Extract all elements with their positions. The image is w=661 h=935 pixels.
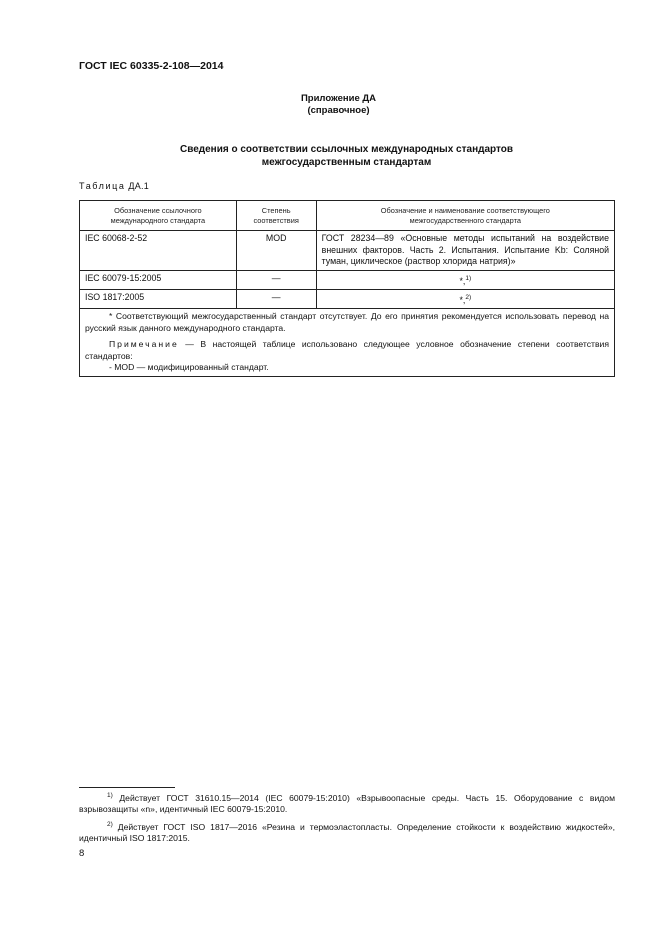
correspondence-table — [79, 200, 615, 377]
star-note: * Соответствующий межгосударственный стандарт отсутствует. До его принятия рекомендуется использовать перевод на русский язык данного международного стандарта. — [85, 311, 609, 333]
footnote-ref[interactable]: 2) — [465, 293, 472, 301]
header-line: Степень — [261, 205, 291, 215]
footnote-mark: 1) — [107, 792, 113, 799]
table-caption — [79, 181, 149, 191]
annex-subtitle: (справочное) — [307, 105, 370, 116]
table-caption-word: Таблица — [79, 181, 126, 191]
cell-national-text: *, — [459, 294, 466, 305]
footnote-ref[interactable]: 1) — [465, 274, 472, 282]
footnote-mark: 2) — [107, 820, 113, 828]
header-line: международного стандарта — [110, 215, 206, 225]
table-row — [80, 289, 615, 308]
note-item: - MOD — модифицированный стандарт. — [109, 362, 269, 373]
table-header-row — [80, 201, 615, 231]
footnote-divider — [79, 787, 175, 788]
footnote-text: Действует ГОСТ ISO 1817—2016 «Резина и термоэластопласты. Определение стойкости к воздействию жидкостей», идентичный ISO 1817:2015. — [79, 821, 615, 844]
cell-national-text: ГОСТ 28234—89 «Основные методы испытаний на воздействие внешних факторов. Часть 2. Испытания. Испытание Kb: Соляной туман, циклическое (раствор хлорида натрия)» — [321, 233, 609, 266]
table-caption-number: ДА.1 — [128, 181, 150, 191]
section-title-line-1: Сведения о соответствии ссылочных международных стандартов — [179, 144, 514, 155]
cell-degree: — — [236, 270, 316, 289]
annex-title: Приложение ДА — [300, 93, 377, 104]
header-international-standard — [80, 201, 237, 231]
cell-national — [316, 231, 614, 271]
note — [85, 339, 609, 362]
header-degree — [236, 201, 316, 231]
table-row — [80, 231, 615, 271]
footnote-text: Действует ГОСТ 31610.15—2014 (IEC 60079-15:2010) «Взрывоопасные среды. Часть 15. Оборудование с видом взрывозащиты «n», идентичный IEC 60079-15:2010. — [79, 792, 615, 815]
table-row — [80, 270, 615, 289]
cell-standard: IEC 60068-2-52 — [80, 231, 237, 271]
annex-heading — [8, 93, 661, 117]
header-line: Обозначение ссылочного — [114, 205, 202, 215]
cell-national — [316, 270, 614, 289]
header-line: соответствия — [253, 215, 299, 225]
note-label: Примечание — [109, 339, 179, 350]
footnote-2 — [79, 819, 615, 845]
header-line: межгосударственного стандарта — [409, 215, 521, 225]
cell-degree: MOD — [236, 231, 316, 271]
cell-national-text: *, — [459, 275, 466, 286]
section-title — [79, 143, 614, 169]
header-national-standard — [316, 201, 614, 231]
footnotes — [79, 790, 615, 845]
footnote-1 — [79, 790, 615, 816]
page-number: 8 — [79, 848, 85, 859]
cell-standard: IEC 60079-15:2005 — [80, 270, 237, 289]
table-notes-row — [80, 309, 615, 377]
section-title-line-2: межгосударственным стандартам — [261, 157, 432, 168]
cell-degree: — — [236, 289, 316, 308]
cell-national — [316, 289, 614, 308]
document-id-header: ГОСТ IEC 60335-2-108—2014 — [79, 60, 224, 72]
cell-standard: ISO 1817:2005 — [80, 289, 237, 308]
header-line: Обозначение и наименование соответствующего — [380, 205, 550, 215]
note-text: — В настоящей таблице использовано следующее условное обозначение степени соответствия стандартов: — [85, 339, 609, 361]
table-notes — [80, 309, 615, 377]
